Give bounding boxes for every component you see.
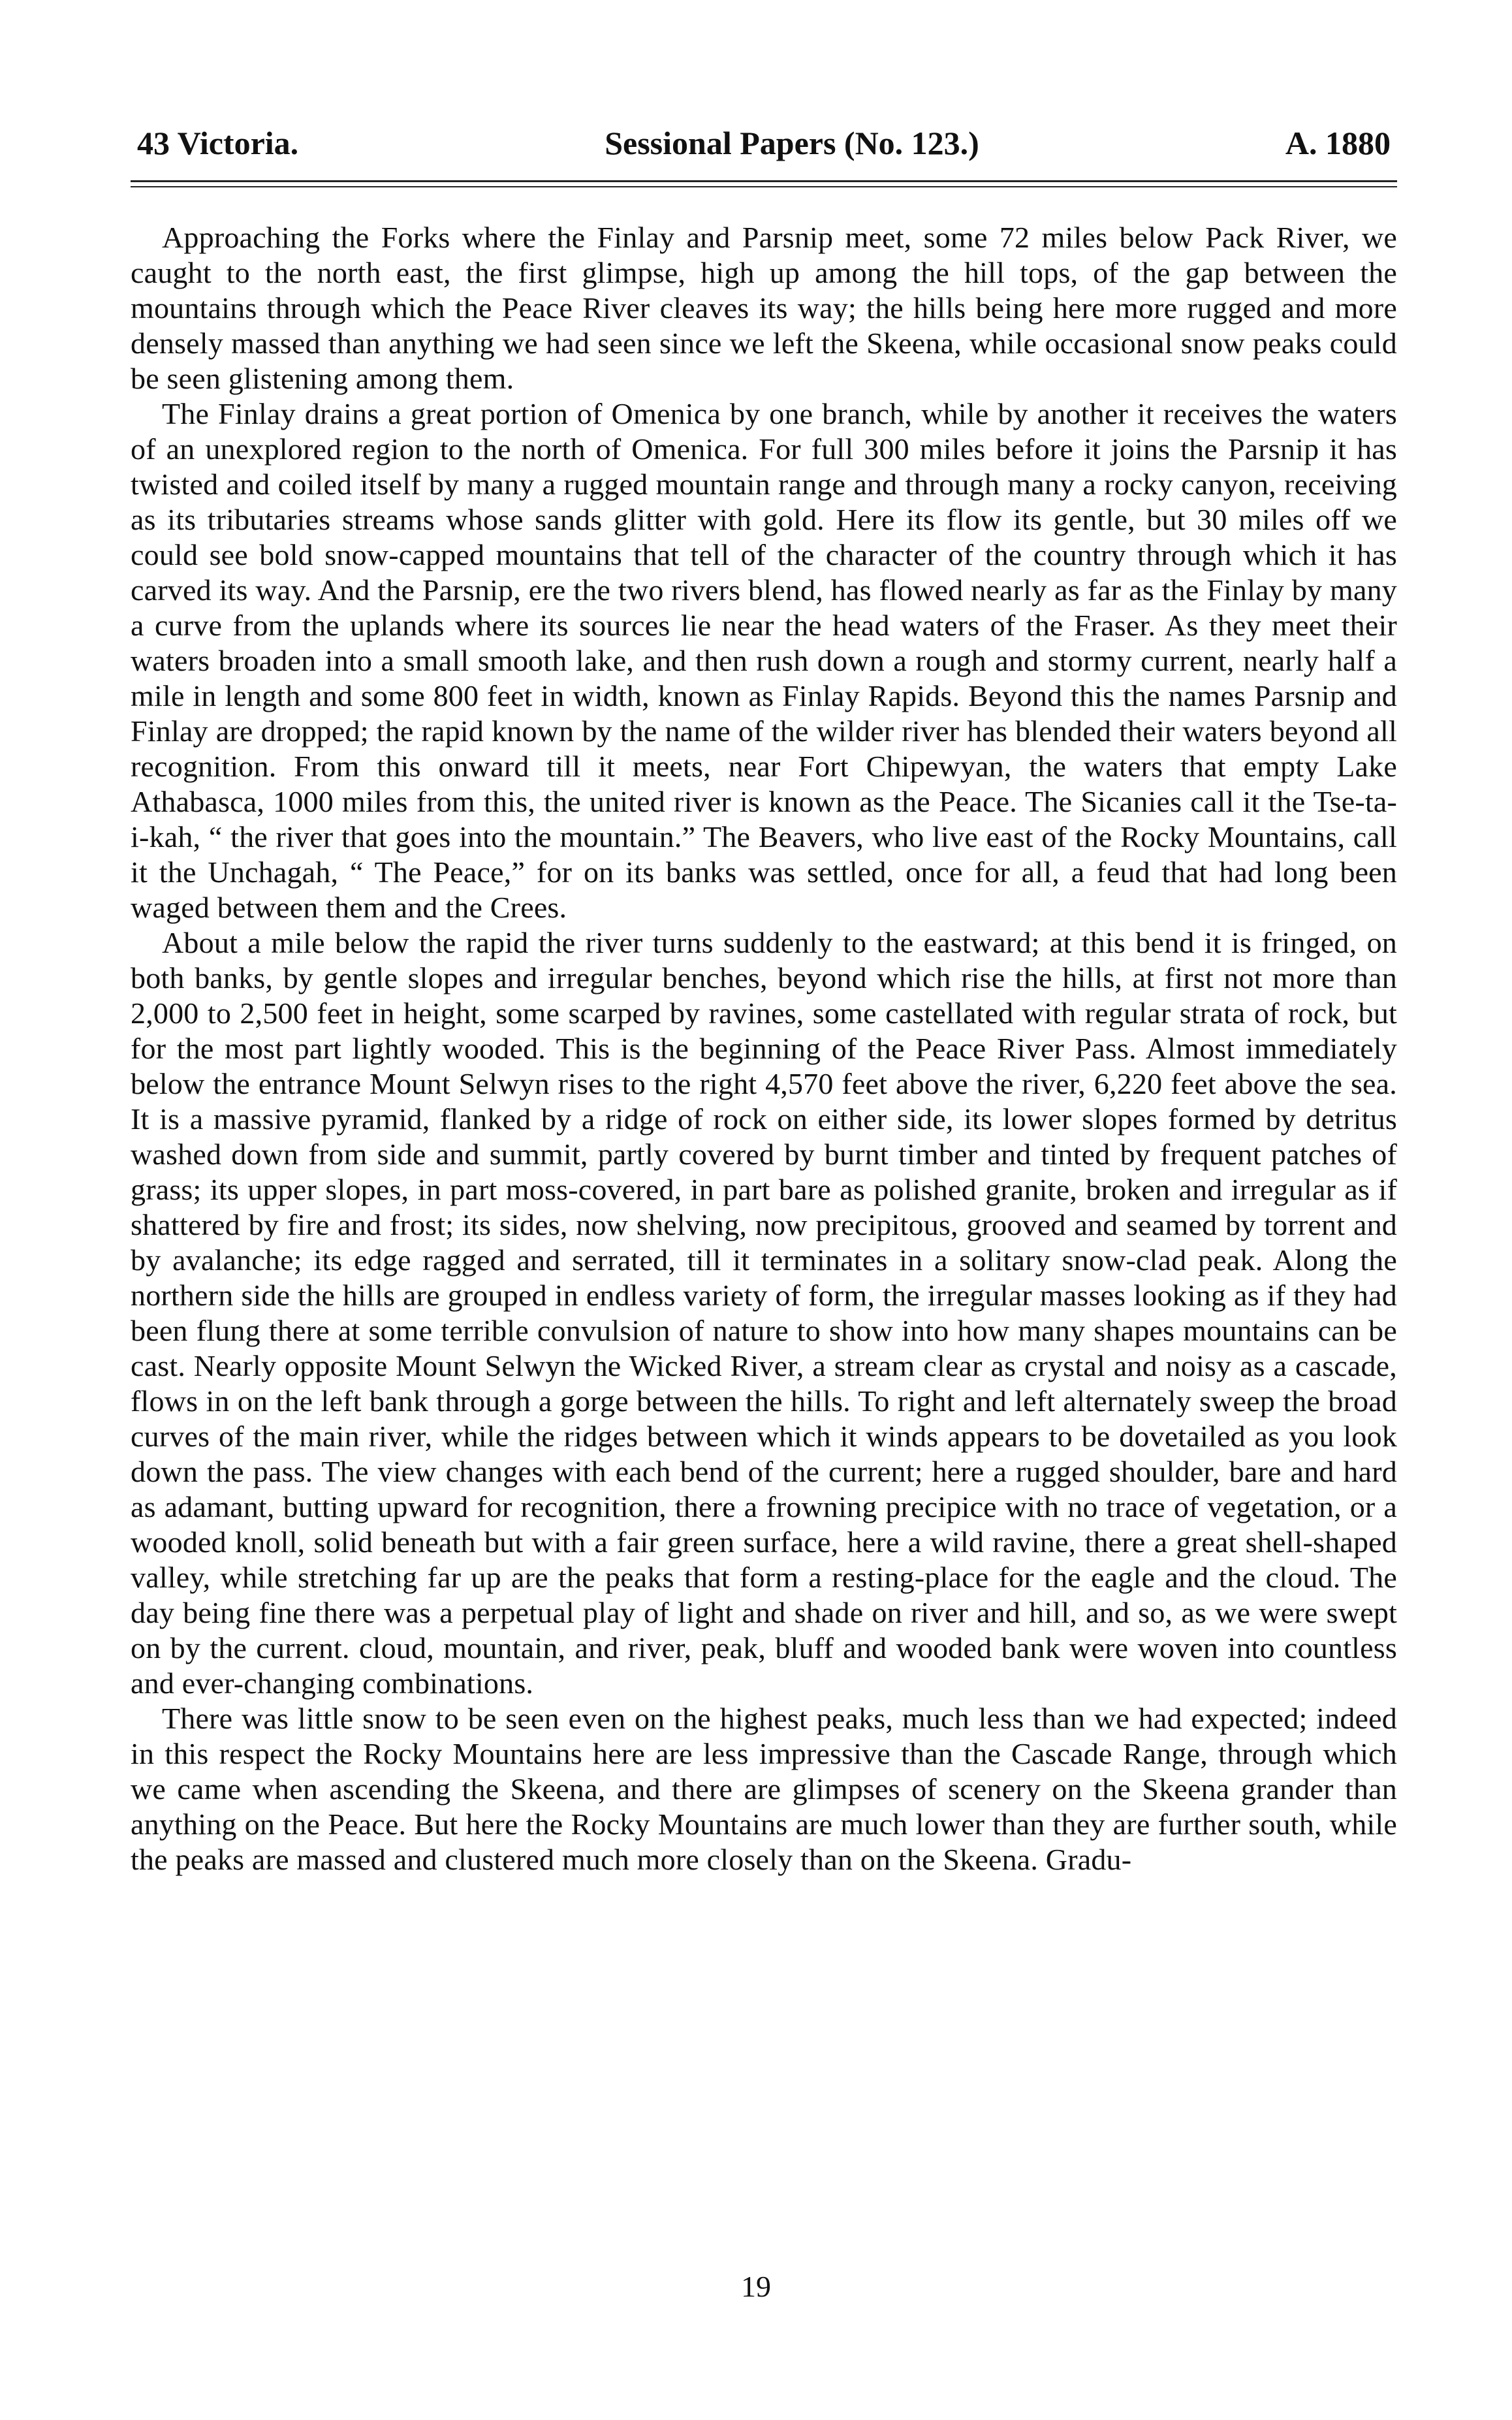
header-left-volume: 43 Victoria. <box>137 125 299 161</box>
paragraph: Approaching the Forks where the Finlay and Parsnip meet, some 72 miles below Pack River, we caught to the north east, the first glimpse, high up among the hill tops, of the gap between the mountains through which the Peace River cleaves its way; the hills being here more rugged and more densely massed than anything we had seen since we left the Skeena, while occasional snow peaks could be seen glistening among them. <box>131 221 1397 395</box>
header-right-year: A. 1880 <box>1285 125 1391 161</box>
paragraph: The Finlay drains a great portion of Omenica by one branch, while by another it receives the waters of an unexplored region to the north of Omenica. For full 300 miles before it joins the Parsnip it has twisted and coiled itself by many a rugged mountain range and through many a rocky canyon, receiving as its tributaries streams whose sands glitter with gold. Here its flow its gentle, but 30 miles off we could see bold snow-capped mountains that tell of the character of the country through which it has carved its way. And the Parsnip, ere the two rivers blend, has flowed nearly as far as the Finlay by many a curve from the uplands where its sources lie near the head waters of the Fraser. As they meet their waters broaden into a small smooth lake, and then rush down a rough and stormy current, nearly half a mile in length and some 800 feet in width, known as Finlay Rapids. Beyond this the names Parsnip and Finlay are dropped; the rapid known by the name of the wilder river has blended their waters beyond all recognition. From this onward till it meets, near Fort Chipewyan, the waters that empty Lake Athabasca, 1000 miles from this, the united river is known as the Peace. The Sicanies call it the Tse-ta-i-kah, “ the river that goes into the mountain.” The Beavers, who live east of the Rocky Mountains, call it the Unchagah, “ The Peace,” for on its banks was settled, once for all, a feud that had long been waged between them and the Crees. <box>131 397 1397 924</box>
paragraph: There was little snow to be seen even on the highest peaks, much less than we had expected; indeed in this respect the Rocky Mountains here are less impressive than the Cascade Range, through which we came when ascending the Skeena, and there are glimpses of scenery on the Skeena grander than anything on the Peace. But here the Rocky Mountains are much lower than they are further south, while the peaks are massed and clustered much more closely than on the Skeena. Gradu- <box>131 1702 1397 1876</box>
page-number: 19 <box>741 2270 771 2303</box>
document-page <box>131 124 1397 1877</box>
paragraph: About a mile below the rapid the river turns suddenly to the eastward; at this bend it is fringed, on both banks, by gentle slopes and irregular benches, beyond which rise the hills, at first not more than 2,000 to 2,500 feet in height, some scarped by ravines, some castellated with regular strata of rock, but for the most part lightly wooded. This is the beginning of the Peace River Pass. Almost immediately below the entrance Mount Selwyn rises to the right 4,570 feet above the river, 6,220 feet above the sea. It is a massive pyramid, flanked by a ridge of rock on either side, its lower slopes formed by detritus washed down from side and summit, partly covered by burnt timber and tinted by frequent patches of grass; its upper slopes, in part moss-covered, in part bare as polished granite, broken and irregular as if shattered by fire and frost; its sides, now shelving, now precipitous, grooved and seamed by torrent and by avalanche; its edge ragged and serrated, till it terminates in a solitary snow-clad peak. Along the northern side the hills are grouped in endless variety of form, the irregular masses looking as if they had been flung there at some terrible convulsion of nature to show into how many shapes mountains can be cast. Nearly opposite Mount Selwyn the Wicked River, a stream clear as crystal and noisy as a cascade, flows in on the left bank through a gorge between the hills. To right and left alternately sweep the broad curves of the main river, while the ridges between which it winds appears to be dovetailed as you look down the pass. The view changes with each bend of the current; here a rugged shoulder, bare and hard as adamant, butting upward for recognition, there a frowning precipice with no trace of vegetation, or a wooded knoll, solid beneath but with a fair green surface, here a wild ravine, there a great shell-shaped valley, while stretching far up are the peaks that form a resting-place for the eagle and the cloud. The day being fine there was a perpetual play of light and shade on river and hill, and so, as we were swept on by the current. cloud, mountain, and river, peak, bluff and wooded bank were woven into countless and ever-changing combinations. <box>131 926 1397 1700</box>
header-double-rule <box>131 180 1397 187</box>
body-text <box>131 220 1397 1877</box>
running-header <box>131 124 1397 162</box>
header-center-title: Sessional Papers (No. 123.) <box>605 125 979 161</box>
